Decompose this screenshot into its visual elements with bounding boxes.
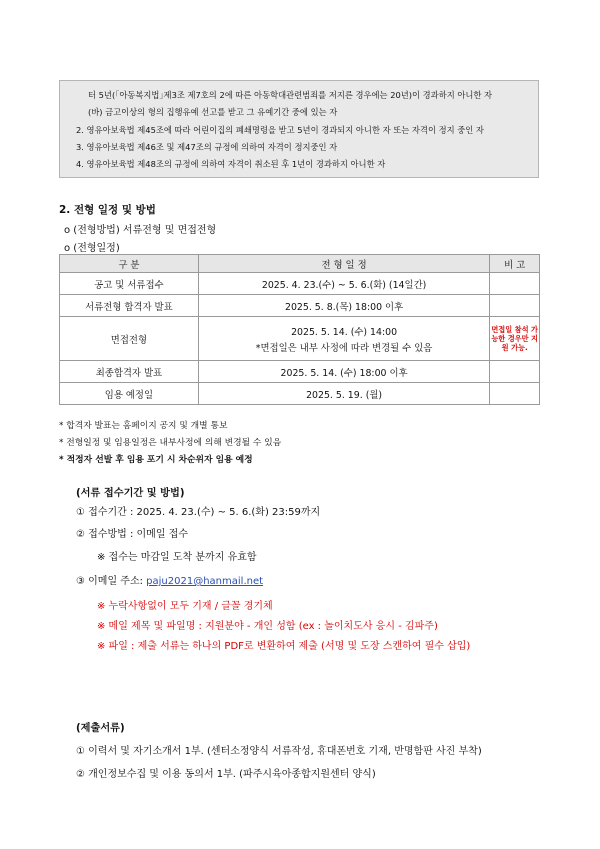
criteria-line: 2. 영유아보육법 제45조에 따라 어린이집의 폐쇄명령을 받고 5년이 경과되지 아니한 자 또는 자격이 정지 중인 자	[76, 125, 484, 135]
document-item: ② 개인정보수집 및 이용 동의서 1부. (파주시육아종합지원센터 양식)	[76, 769, 376, 780]
stage-cell: 최종합격자 발표	[60, 361, 199, 383]
section-title: 2. 전형 일정 및 방법	[59, 204, 156, 216]
header-date: 전 형 일 정	[198, 255, 490, 273]
stage-cell: 공고 및 서류접수	[60, 273, 199, 295]
date-cell	[198, 317, 490, 361]
note-line: * 전형일정 및 임용일정은 내부사정에 의해 변경될 수 있음	[59, 438, 282, 448]
documents-title: (제출서류)	[76, 723, 125, 734]
table-row	[60, 273, 540, 295]
email-link[interactable]: paju2021@hanmail.net	[146, 576, 264, 587]
criteria-line: 터 5년(｢아동복지법｣제3조 제7호의 2에 따른 아동학대관련범죄를 저지른 경우에는 20년)이 경과하지 아니한 자	[88, 90, 493, 100]
stage-cell: 면접전형	[60, 317, 199, 361]
note-line: * 적정자 선발 후 임용 포기 시 차순위자 임용 예정	[59, 455, 253, 465]
schedule-table	[59, 254, 540, 405]
table-row	[60, 317, 540, 361]
note-cell	[490, 361, 540, 383]
table-row	[60, 361, 540, 383]
note-cell	[490, 317, 540, 361]
method-line: o (전형방법) 서류전형 및 면접전형	[64, 225, 217, 236]
header-stage: 구 분	[60, 255, 199, 273]
submission-period: ① 접수기간 : 2025. 4. 23.(수) ~ 5. 6.(화) 23:59까지	[76, 507, 321, 518]
date-text: 2025. 5. 14. (수) 14:00	[291, 326, 398, 338]
criteria-box	[59, 80, 539, 178]
table-row	[60, 295, 540, 317]
date-cell: 2025. 4. 23.(수) ~ 5. 6.(화) (14일간)	[198, 273, 490, 295]
date-subtext: *면접일은 내부 사정에 따라 변경될 수 있음	[255, 342, 433, 354]
red-note: 면접일 참석 가능한 경우만 지원 가능.	[491, 325, 538, 352]
schedule-line: o (전형일정)	[64, 243, 120, 254]
document-item: ① 이력서 및 자기소개서 1부. (센터소정양식 서류작성, 휴대폰번호 기재, 반명함판 사진 부착)	[76, 746, 482, 757]
date-cell: 2025. 5. 8.(목) 18:00 이후	[198, 295, 490, 317]
table-row	[60, 383, 540, 405]
note-line: * 합격자 발표는 홈페이지 공지 및 개별 통보	[59, 421, 228, 431]
stage-cell: 서류전형 합격자 발표	[60, 295, 199, 317]
email-line	[76, 572, 263, 587]
date-cell: 2025. 5. 14. (수) 18:00 이후	[198, 361, 490, 383]
table-header-row	[60, 255, 540, 273]
stage-cell: 임용 예정일	[60, 383, 199, 405]
red-note-line: ※ 누락사항없이 모두 기재 / 글꼴 경기체	[97, 601, 273, 612]
submission-method: ② 접수방법 : 이메일 접수	[76, 529, 188, 540]
criteria-line: 4. 영유아보육법 제48조의 규정에 의하여 자격이 취소된 후 1년이 경과하지 아니한 자	[76, 159, 386, 169]
note-cell	[490, 383, 540, 405]
note-cell	[490, 273, 540, 295]
header-note: 비 고	[490, 255, 540, 273]
date-cell: 2025. 5. 19. (월)	[198, 383, 490, 405]
email-label: ③ 이메일 주소:	[76, 576, 147, 587]
red-note-line: ※ 메일 제목 및 파일명 : 지원분야 - 개인 성함 (ex : 놀이치도사 응시 - 김파주)	[97, 621, 438, 632]
submission-method-note: ※ 접수는 마감일 도착 분까지 유효함	[97, 552, 257, 563]
criteria-line: (바) 금고이상의 형의 집행유예 선고를 받고 그 유예기간 중에 있는 자	[88, 107, 338, 117]
note-cell	[490, 295, 540, 317]
red-note-line: ※ 파일 : 제출 서류는 하나의 PDF로 변환하여 제출 (서명 및 도장 스캔하여 필수 삽입)	[97, 641, 471, 652]
criteria-line: 3. 영유아보육법 제46조 및 제47조의 규정에 의하여 자격이 정지중인 자	[76, 142, 338, 152]
submission-title: (서류 접수기간 및 방법)	[76, 488, 185, 499]
